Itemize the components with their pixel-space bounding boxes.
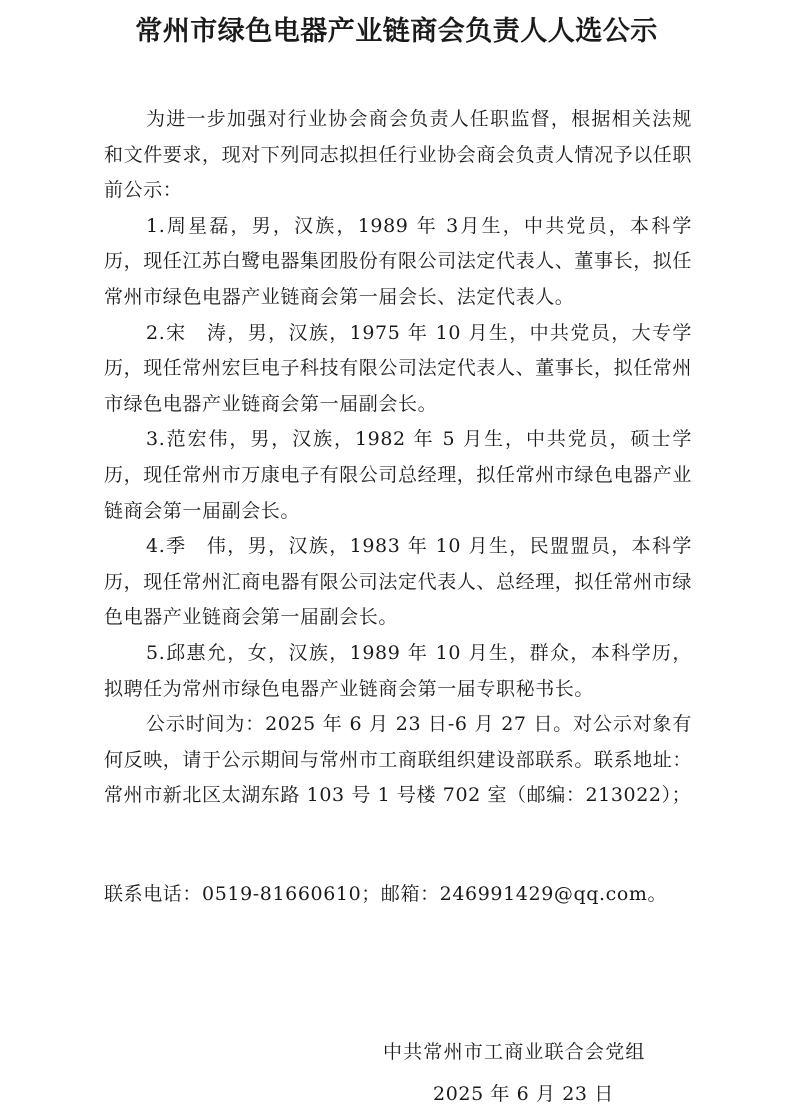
candidate-paragraph-5: 5.邱惠允，女，汉族，1989 年 10 月生，群众，本科学历，拟聘任为常州市绿色电器产业链商会第一届专职秘书长。 bbox=[104, 641, 692, 700]
notice-period-paragraph: 公示时间为：2025 年 6 月 23 日-6 月 27 日。对公示对象有何反映，请于公示期间与常州市工商联组织建设部联系。联系地址：常州市新北区太湖东路 103 号 1 号楼 702 室（邮编：213022）； bbox=[104, 713, 693, 807]
signature-date: 2025 年 6 月 23 日 bbox=[433, 1083, 614, 1105]
candidate-paragraph-1: 1.周星磊，男，汉族，1989 年 3月生，中共党员，本科学历，现任江苏白鹭电器集团股份有限公司法定代表人、董事长，拟任常州市绿色电器产业链商会第一届会长、法定代表人。 bbox=[104, 214, 693, 308]
candidate-paragraph-4: 4.季 伟，男，汉族，1983 年 10 月生，民盟盟员，本科学历，现任常州汇商电器有限公司法定代表人、总经理，拟任常州市绿色电器产业链商会第一届副会长。 bbox=[104, 535, 693, 629]
signature-organization: 中共常州市工商业联合会党组 bbox=[383, 1041, 646, 1063]
contact-line: 联系电话：0519-81660610；邮箱：246991429@qq.com。 bbox=[104, 883, 668, 905]
document-body bbox=[104, 102, 692, 814]
document-title: 常州市绿色电器产业链商会负责人人选公示 bbox=[135, 16, 658, 47]
intro-paragraph: 为进一步加强对行业协会商会负责人任职监督，根据相关法规和文件要求，现对下列同志拟担任行业协会商会负责人情况予以任职前公示： bbox=[104, 108, 693, 202]
candidate-paragraph-2: 2.宋 涛，男，汉族，1975 年 10 月生，中共党员，大专学历，现任常州宏巨电子科技有限公司法定代表人、董事长，拟任常州市绿色电器产业链商会第一届副会长。 bbox=[104, 321, 693, 415]
candidate-paragraph-3: 3.范宏伟，男，汉族，1982 年 5 月生，中共党员，硕士学历，现任常州市万康电子有限公司总经理，拟任常州市绿色电器产业链商会第一届副会长。 bbox=[104, 428, 693, 522]
